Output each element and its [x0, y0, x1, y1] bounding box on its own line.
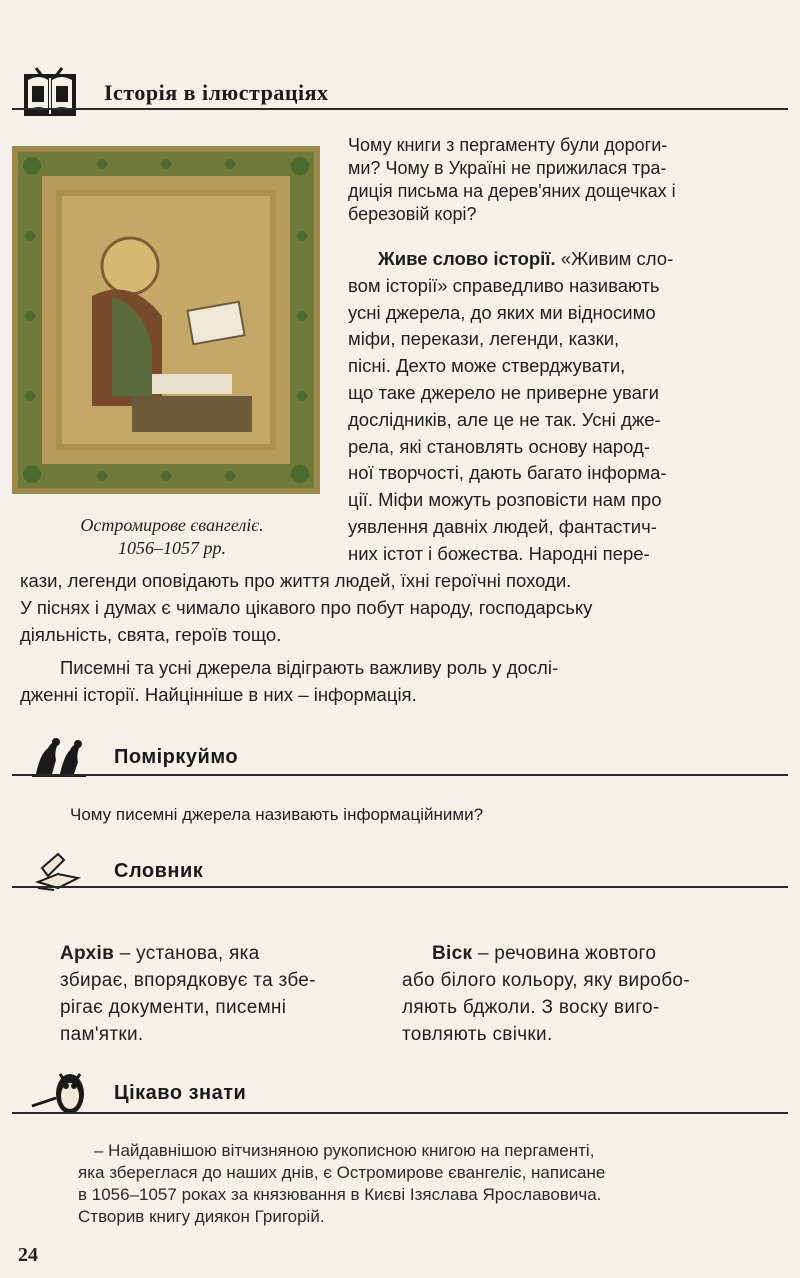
living-word-paragraph — [348, 246, 772, 568]
fact-line: – Найдавнішою вітчизняною рукописною книгою на пергаменті, — [94, 1141, 595, 1160]
fact-line: Створив книгу диякон Григорій. — [78, 1207, 325, 1226]
fact-line: яка збереглася до наших днів, є Остромирове євангеліє, написане — [78, 1163, 606, 1182]
living-word-line: ної творчості, дають багато інформа- — [348, 462, 667, 484]
living-word-line: вом історії» справедливо називають — [348, 274, 660, 296]
living-word-line: них істот і божества. Народні пере- — [348, 542, 650, 564]
page-number: 24 — [18, 1244, 38, 1266]
living-word-line: ції. Міфи можуть розповісти нам про — [348, 489, 662, 511]
glossary-definition-line: товляють свічки. — [402, 1024, 553, 1045]
section-header-interesting — [0, 1068, 800, 1124]
living-word-heading: Живе слово історії. — [378, 248, 556, 269]
summary-line: дженні історії. Найцінніше в них – інформація. — [20, 684, 417, 705]
header-title: Історія в ілюстраціях — [104, 80, 329, 105]
glossary-entry-wax — [402, 940, 772, 1048]
section-header-think — [0, 734, 800, 784]
living-word-line: рела, які становлять основу народ- — [348, 435, 650, 457]
illustration-caption — [12, 514, 332, 560]
think-question: Чому писемні джерела називають інформаційними? — [70, 805, 484, 824]
glossary-definition-line: пам'ятки. — [60, 1024, 144, 1045]
glossary-title: Словник — [114, 860, 204, 882]
living-word-line: уявлення давніх людей, фантастич- — [348, 515, 657, 537]
glossary-definition-line: рігає документи, писемні — [60, 997, 287, 1018]
caption-line-2: 1056–1057 рр. — [118, 538, 226, 558]
living-word-line: пісні. Дехто може стверджувати, — [348, 355, 626, 377]
thinker-figures-icon — [30, 734, 86, 778]
glossary-definition-line: ляють бджоли. З воску виго- — [402, 997, 660, 1018]
open-book-icon — [22, 64, 78, 120]
glossary-definition: – речовина жовтого — [472, 943, 657, 964]
intro-line: березовій корі? — [348, 204, 477, 224]
ostromir-gospel-illustration — [12, 146, 320, 494]
glossary-definition-line: або білого кольору, яку виробо- — [402, 970, 690, 991]
intro-questions — [348, 134, 772, 226]
living-word-line: дослідників, але це не так. Усні дже- — [348, 408, 661, 430]
interesting-fact — [78, 1140, 774, 1228]
think-title: Поміркуймо — [114, 746, 239, 768]
summary-line: Писемні та усні джерела відіграють важливу роль у дослі- — [60, 657, 559, 678]
fact-line: в 1056–1057 роках за князювання в Києві Ізяслава Ярославовича. — [78, 1185, 602, 1204]
living-word-full-line: У піснях і думах є чимало цікавого про побут народу, господарську — [20, 596, 593, 618]
living-word-full-line: кази, легенди оповідають про життя людей, їхні героїчні походи. — [20, 570, 572, 591]
intro-line: диція письма на дерев'яних дощечках і — [348, 181, 676, 201]
intro-line: Чому книги з пергаменту були дороги- — [348, 135, 668, 155]
summary-paragraph — [20, 654, 780, 708]
interesting-title: Цікаво знати — [114, 1082, 247, 1104]
living-word-line: усні джерела, до яких ми відносимо — [348, 301, 656, 323]
living-word-continuation — [20, 568, 780, 648]
intro-line: ми? Чому в Україні не прижилася тра- — [348, 158, 667, 178]
glossary-definition-line: збирає, впорядковує та збе- — [60, 970, 316, 991]
section-header-glossary — [0, 846, 800, 896]
glossary-entry-archive — [60, 940, 380, 1048]
living-word-line: що таке джерело не приверне уваги — [348, 381, 659, 403]
caption-line-1: Остромирове євангеліє. — [80, 515, 264, 535]
glossary-term: Віск — [432, 943, 473, 964]
section-header-illustrations — [0, 64, 800, 124]
living-word-full-line: діяльність, свята, героїв тощо. — [20, 623, 282, 645]
glossary-definition: – установа, яка — [114, 943, 260, 964]
owl-icon — [30, 1068, 90, 1118]
living-word-first-line: «Живим сло- — [555, 248, 674, 269]
glossary-term: Архів — [60, 943, 115, 964]
living-word-line: міфи, перекази, легенди, казки, — [348, 328, 620, 350]
